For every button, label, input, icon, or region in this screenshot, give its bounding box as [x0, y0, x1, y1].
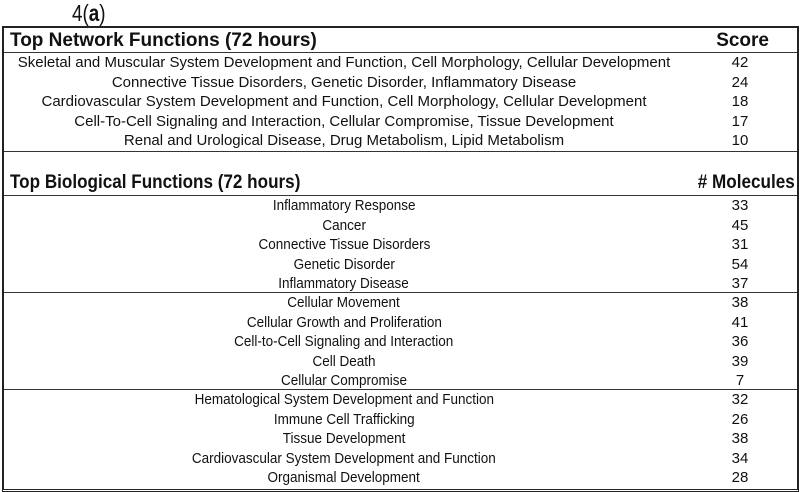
table-row: Cellular Compromise 7	[280, 372, 745, 389]
table-row: Cellular Growth and Proliferation 41	[246, 313, 749, 331]
table-row: Cardiovascular System Development and Function 34	[192, 449, 749, 467]
table-row: Cell Death 39	[312, 352, 749, 370]
table-row: Connective Tissue Disorders, Genetic Disorder, Inflammatory Disease 24	[111, 73, 749, 91]
biological-title: Top Biological Functions (72 hours)	[10, 172, 301, 193]
table-row: Inflammatory Response 33	[272, 197, 749, 214]
network-header	[4, 28, 797, 54]
table-row: Organismal Development 28	[267, 469, 749, 486]
divider	[4, 151, 797, 152]
table-row: Inflammatory Disease 37	[278, 275, 749, 292]
table-row: Immune Cell Trafficking 26	[273, 410, 749, 428]
score-column-header: Score	[716, 30, 769, 51]
table-row: Tissue Development 38	[282, 430, 749, 447]
table-row: Skeletal and Muscular System Development and Function, Cell Morphology, Cellular Development 42	[17, 54, 749, 71]
table-row: Renal and Urological Disease, Drug Metabolism, Lipid Metabolism 10	[123, 132, 749, 149]
molecules-column-header: # Molecules	[698, 172, 795, 193]
table-row: Genetic Disorder 54	[293, 255, 749, 273]
table-row: Cancer 45	[322, 216, 749, 234]
figure-label: 4(a)	[72, 0, 106, 26]
table-row: Cell-To-Cell Signaling and Interaction, Cellular Compromise, Tissue Development 17	[74, 112, 749, 130]
network-title: Top Network Functions (72 hours)	[10, 30, 317, 51]
table-row: Cardiovascular System Development and Function, Cell Morphology, Cellular Development 18	[41, 93, 749, 110]
table-row: Cellular Movement 38	[287, 294, 749, 311]
biological-header	[4, 170, 797, 196]
table-row: Cell-to-Cell Signaling and Interaction 36	[234, 333, 749, 350]
table-row: Connective Tissue Disorders 31	[258, 236, 749, 253]
table-row: Hematological System Development and Function 32	[194, 391, 749, 408]
results-table	[2, 26, 799, 492]
